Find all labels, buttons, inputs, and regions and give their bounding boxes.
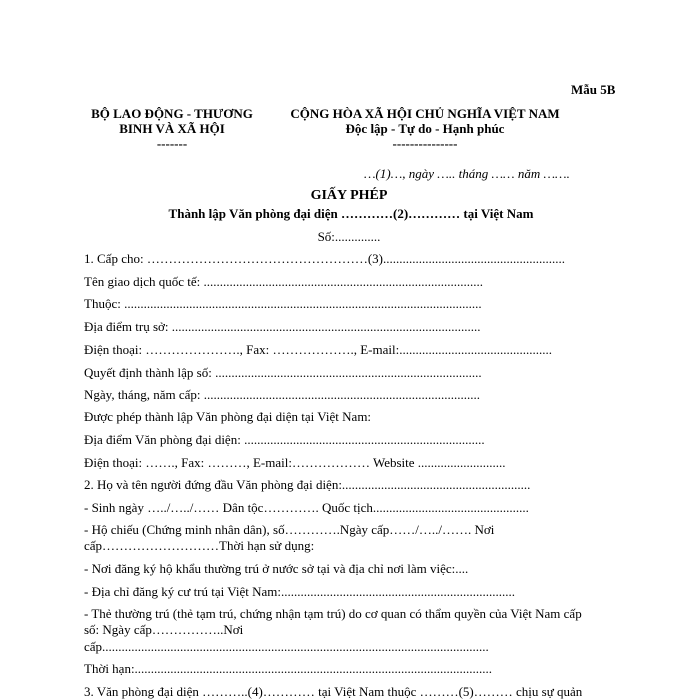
form-line: cấp....................................................................................................................... <box>84 639 489 654</box>
form-line: Ngày, tháng, năm cấp: ..................................................................................... <box>84 387 480 402</box>
document-subtitle: Thành lập Văn phòng đại diện …………(2)………… tại Việt Nam <box>168 206 534 221</box>
form-line: số: Ngày cấp……………..Nơi <box>84 622 244 637</box>
form-line: 3. Văn phòng đại diện ………..(4)………… tại Việt Nam thuộc ………(5)……… chịu sự quản <box>84 684 583 699</box>
form-line: Địa điểm Văn phòng đại diện: .......................................................................... <box>84 432 485 447</box>
form-line: - Sinh ngày …../…../…… Dân tộc…………. Quốc tịch................................................ <box>84 500 529 515</box>
form-line: 1. Cấp cho: ……………………………………………(3)........................................................ <box>84 251 565 266</box>
document-title: GIẤY PHÉP <box>310 188 388 203</box>
form-code: Mẫu 5B <box>571 82 616 97</box>
agency-name-line2: BINH VÀ XÃ HỘI <box>119 121 225 136</box>
date-line: …(1)…, ngày ….. tháng …… năm ……. <box>364 166 570 181</box>
form-line: 2. Họ và tên người đứng đầu Văn phòng đại diện:.......................................................... <box>84 477 531 492</box>
document-number: Số:.............. <box>317 229 381 244</box>
agency-name-line1: BỘ LAO ĐỘNG - THƯƠNG <box>91 106 253 121</box>
motto: Độc lập - Tự do - Hạnh phúc <box>345 121 505 136</box>
motto-divider: --------------- <box>392 136 458 151</box>
form-line: Quyết định thành lập số: .................................................................................. <box>84 365 482 380</box>
form-line: - Nơi đăng ký hộ khẩu thường trú ở nước sở tại và địa chỉ nơi làm việc:.... <box>84 561 469 576</box>
agency-divider: ------- <box>156 136 188 151</box>
form-line: cấp………………………Thời hạn sử dụng: <box>84 538 315 553</box>
form-line: - Địa chỉ đăng ký cư trú tại Việt Nam:........................................................................ <box>84 584 515 599</box>
form-line: Thuộc: .............................................................................................................. <box>84 296 482 311</box>
form-line: - Hộ chiếu (Chứng minh nhân dân), số………….Ngày cấp……/…../……. Nơi <box>84 522 495 537</box>
form-line: Điện thoại: ……., Fax: ………, E-mail:……………… Website ........................... <box>84 455 506 470</box>
form-line: Được phép thành lập Văn phòng đại diện tại Việt Nam: <box>84 409 372 424</box>
form-line: Tên giao dịch quốc tế: ...................................................................................... <box>84 274 483 289</box>
form-line: Điện thoại: …………………., Fax: ………………., E-mail:............................................... <box>84 342 552 357</box>
form-line: Địa điểm trụ sở: ............................................................................................... <box>84 319 481 334</box>
form-line: - Thẻ thường trú (thẻ tạm trú, chứng nhận tạm trú) do cơ quan có thẩm quyền của Việt Nam cấp <box>84 606 582 621</box>
form-line: Thời hạn:.............................................................................................................. <box>84 661 493 676</box>
country-name: CỘNG HÒA XÃ HỘI CHỦ NGHĨA VIỆT NAM <box>290 106 560 121</box>
